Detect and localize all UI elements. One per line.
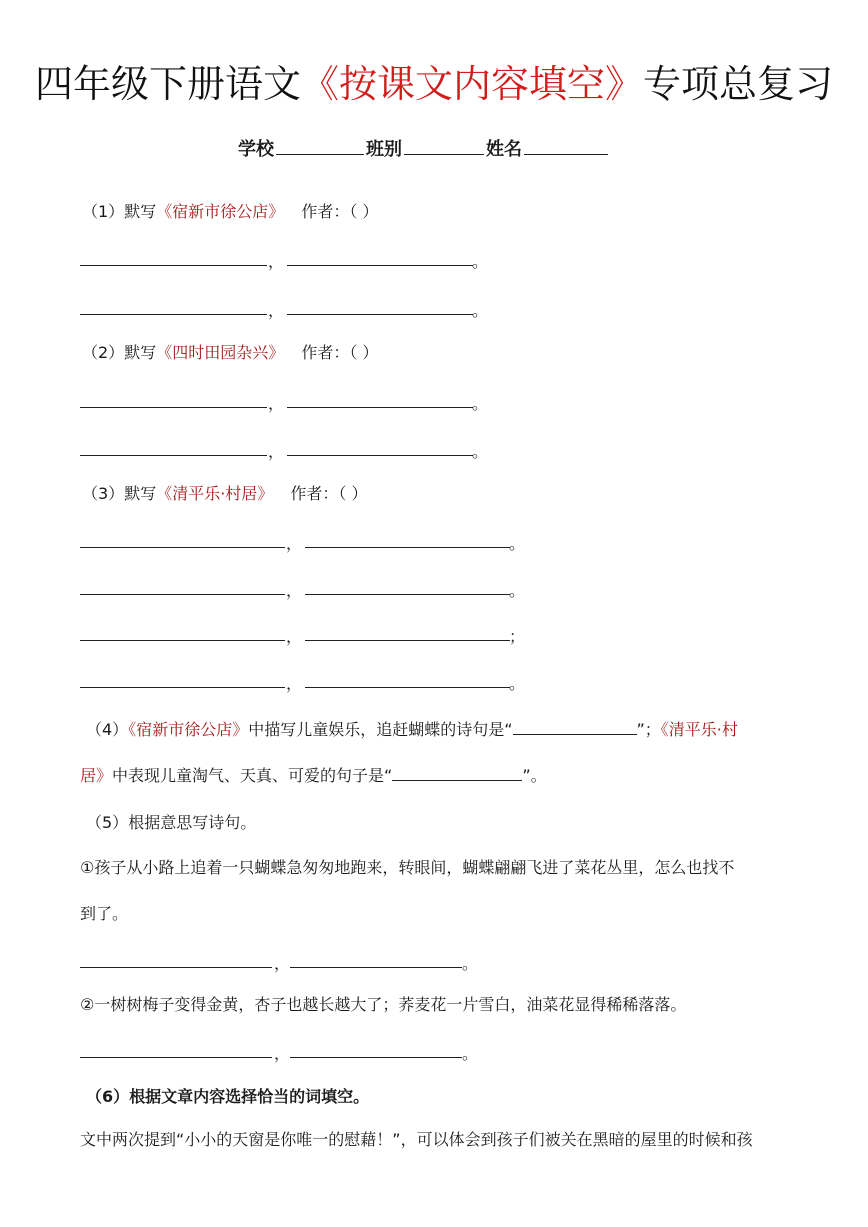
answer-blank[interactable]	[80, 1057, 272, 1058]
q5-item-2: ②一树树梅子变得金黄，杏子也越长越大了；荞麦花一片雪白，油菜花显得稀稀落落。	[80, 995, 687, 1014]
answer-blank[interactable]	[513, 718, 637, 735]
q3-author: 作者：（ ）	[290, 484, 368, 503]
comma: ，	[268, 394, 285, 413]
q3-number: （3）	[82, 484, 125, 503]
comma: ，	[286, 534, 303, 553]
answer-blank[interactable]	[287, 407, 473, 408]
period: 。	[462, 954, 479, 973]
q6-text: 根据文章内容选择恰当的词填空。	[129, 1087, 370, 1106]
question-3	[82, 483, 367, 505]
comma: ，	[286, 674, 303, 693]
title-main: 四年级下册语文	[34, 62, 301, 106]
comma: ，	[268, 301, 285, 320]
title-highlight: 《按课文内容填空》	[300, 62, 643, 106]
comma: ，	[268, 442, 285, 461]
q6-number: （6）	[86, 1087, 130, 1106]
answer-blank[interactable]	[290, 1057, 462, 1058]
answer-blank[interactable]	[305, 594, 510, 595]
period: 。	[472, 394, 489, 413]
q2-number: （2）	[82, 343, 125, 362]
answer-blank[interactable]	[290, 967, 462, 968]
answer-blank[interactable]	[80, 594, 285, 595]
question-6	[86, 1086, 369, 1108]
q4-poem-2a: 《清平乐·村	[660, 720, 738, 739]
answer-blank[interactable]	[392, 764, 522, 781]
period: 。	[509, 674, 526, 693]
question-2	[82, 342, 378, 364]
answer-blank[interactable]	[80, 314, 267, 315]
comma: ，	[286, 627, 303, 646]
q1-poem: 《宿新市徐公店》	[156, 202, 285, 221]
period: 。	[472, 252, 489, 271]
period: 。	[462, 1044, 479, 1063]
name-label: 姓名	[486, 139, 522, 160]
question-4-line-1	[86, 718, 738, 741]
answer-blank[interactable]	[80, 547, 285, 548]
comma: ，	[274, 954, 291, 973]
comma: ，	[274, 1044, 291, 1063]
period: 。	[509, 581, 526, 600]
period: 。	[472, 442, 489, 461]
question-5	[86, 812, 256, 834]
answer-blank[interactable]	[305, 687, 510, 688]
q3-verb: 默写	[124, 484, 157, 503]
answer-blank[interactable]	[305, 640, 510, 641]
answer-blank[interactable]	[80, 407, 267, 408]
period: 。	[509, 534, 526, 553]
q1-verb: 默写	[124, 202, 157, 221]
q2-poem: 《四时田园杂兴》	[156, 343, 285, 362]
answer-blank[interactable]	[287, 455, 473, 456]
answer-blank[interactable]	[287, 265, 473, 266]
student-info	[238, 136, 610, 162]
q4-number: （4）	[86, 720, 129, 739]
q4-poem-2b: 居》	[80, 766, 113, 785]
period: 。	[472, 301, 489, 320]
q5-number: （5）	[86, 813, 129, 832]
class-label: 班别	[366, 139, 402, 160]
class-field[interactable]	[404, 136, 484, 155]
q5-item-1: ①孩子从小路上追着一只蝴蝶急匆匆地跑来，转眼间，蝴蝶翩翩飞进了菜花丛里，怎么也找不	[80, 858, 735, 877]
title-tail: 专项总复习	[643, 62, 834, 106]
question-1	[82, 201, 378, 223]
school-field[interactable]	[276, 136, 364, 155]
q4-poem-1: 《宿新市徐公店》	[128, 720, 249, 739]
q4-text-4: ”。	[522, 766, 547, 785]
answer-blank[interactable]	[80, 967, 272, 968]
q4-text-3: 中表现儿童淘气、天真、可爱的句子是“	[112, 766, 393, 785]
answer-blank[interactable]	[80, 265, 267, 266]
semicolon: ；	[509, 627, 526, 646]
answer-blank[interactable]	[305, 547, 510, 548]
q5-item-1-cont: 到了。	[80, 904, 129, 923]
school-label: 学校	[238, 139, 274, 160]
question-4-line-2	[80, 764, 547, 787]
comma: ，	[286, 581, 303, 600]
answer-blank[interactable]	[80, 640, 285, 641]
q4-text-1: 中描写儿童娱乐，追赶蝴蝶的诗句是“	[248, 720, 513, 739]
q5-text: 根据意思写诗句。	[128, 813, 257, 832]
q1-author: 作者：（ ）	[301, 202, 379, 221]
page-title	[0, 58, 868, 110]
name-field[interactable]	[524, 136, 608, 155]
q2-verb: 默写	[124, 343, 157, 362]
q2-author: 作者：（ ）	[301, 343, 379, 362]
answer-blank[interactable]	[80, 687, 285, 688]
q3-poem: 《清平乐·村居》	[156, 484, 274, 503]
answer-blank[interactable]	[80, 455, 267, 456]
comma: ，	[268, 252, 285, 271]
q1-number: （1）	[82, 202, 125, 221]
q4-text-2: ”；	[636, 720, 661, 739]
answer-blank[interactable]	[287, 314, 473, 315]
q6-body: 文中两次提到“小小的天窗是你唯一的慰藉！”，可以体会到孩子们被关在黑暗的屋里的时候和孩	[80, 1130, 753, 1149]
